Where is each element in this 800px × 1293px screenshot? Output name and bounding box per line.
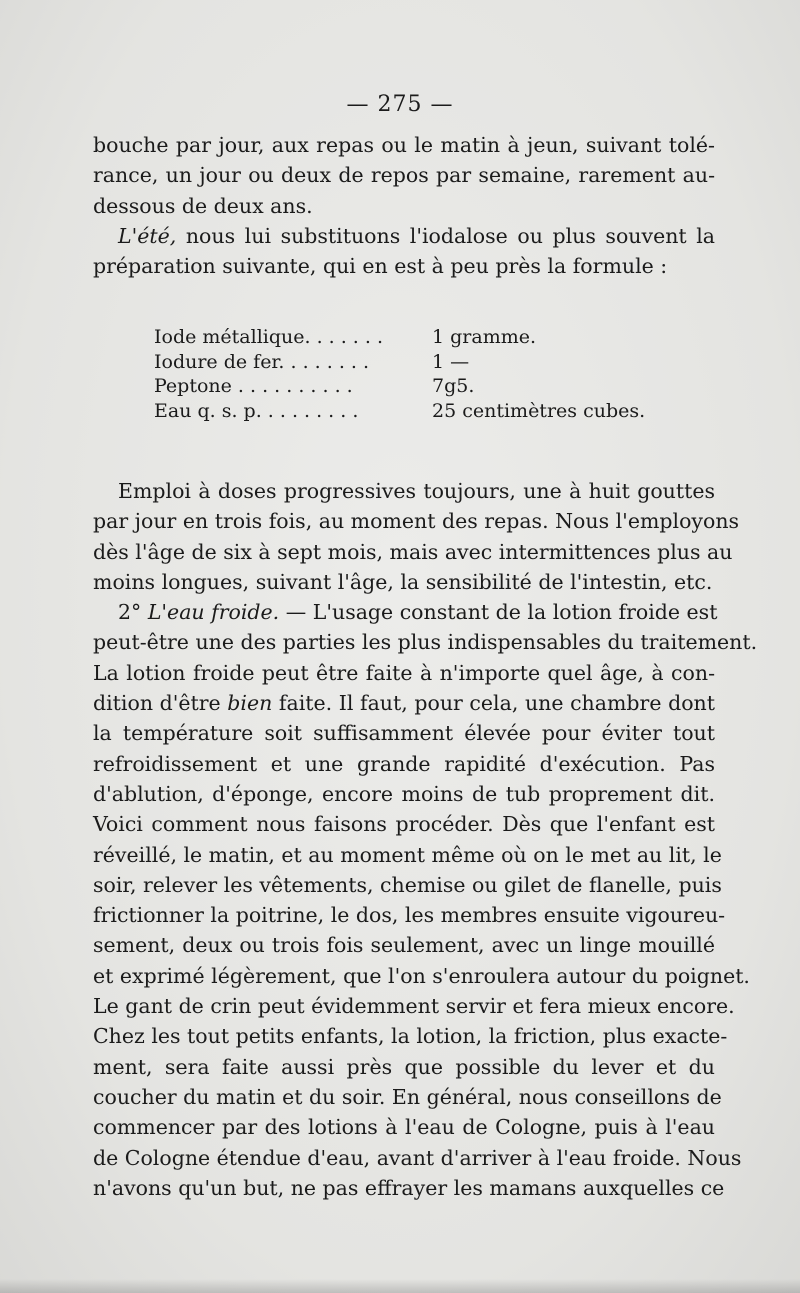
ingredient-quantity: 1 gramme. xyxy=(432,326,537,348)
text-line: peut-être une des parties les plus indispensables du traitement. xyxy=(93,630,758,655)
ingredient-name: Iode métallique. . . . . . . xyxy=(154,326,384,348)
ingredient-quantity: 25 centimètres cubes. xyxy=(432,399,646,422)
page-number: — 275 — xyxy=(346,92,454,117)
text-line: Voici comment nous faisons procéder. Dès que l'enfant est xyxy=(93,812,715,837)
text-line: Emploi à doses progressives toujours, une à huit gouttes xyxy=(118,479,715,503)
ingredient-name: Iodure de fer. . . . . . . . xyxy=(154,350,370,373)
text-line: Chez les tout petits enfants, la lotion, la friction, plus exacte- xyxy=(93,1024,728,1049)
text-line: moins longues, suivant l'âge, la sensibilité de l'intestin, etc. xyxy=(93,569,713,594)
section-heading: L'eau froide. xyxy=(147,600,280,625)
ingredient-quantity: 7g5. xyxy=(432,375,475,397)
text-line: L'été, nous lui substituons l'iodalose ou plus souvent la xyxy=(118,223,715,248)
recipe-row xyxy=(154,399,714,424)
text-line: commencer par des lotions à l'eau de Cologne, puis à l'eau xyxy=(93,1115,715,1140)
text-line: par jour en trois fois, au moment des repas. Nous l'employons xyxy=(93,509,740,534)
text-line: 2° L'eau froide. — L'usage constant de la lotion froide est xyxy=(118,600,718,625)
text-line: sement, deux ou trois fois seulement, avec un linge mouillé xyxy=(93,933,715,958)
ingredient-name: Peptone . . . . . . . . . . xyxy=(154,375,353,397)
text-line: dition d'être bien faite. Il faut, pour cela, une chambre dont xyxy=(93,691,715,716)
text-block-top xyxy=(93,130,715,281)
italic-term: L'été, xyxy=(118,223,177,248)
text-line: La lotion froide peut être faite à n'importe quel âge, à con- xyxy=(93,660,715,685)
text-line: soir, relever les vêtements, chemise ou gilet de flanelle, puis xyxy=(93,872,722,897)
text-line: refroidissement et une grande rapidité d'exécution. Pas xyxy=(93,751,715,776)
text-line: et exprimé légèrement, que l'on s'enroulera autour du poignet. xyxy=(93,963,750,988)
text-line: Le gant de crin peut évidemment servir et fera mieux encore. xyxy=(93,994,735,1019)
ingredient-quantity: 1 — xyxy=(432,350,470,373)
text-line: ment, sera faite aussi près que possible du lever et du xyxy=(93,1054,715,1079)
text-line: bouche par jour, aux repas ou le matin à jeun, suivant tolé- xyxy=(93,133,715,157)
text-line: de Cologne étendue d'eau, avant d'arriver à l'eau froide. Nous xyxy=(93,1145,742,1170)
page-bottom-edge xyxy=(0,1279,800,1293)
text-line: rance, un jour ou deux de repos par semaine, rarement au- xyxy=(93,163,715,188)
recipe-row xyxy=(154,325,714,350)
recipe-row xyxy=(154,350,714,375)
text-line: réveillé, le matin, et au moment même où on le met au lit, le xyxy=(93,842,722,867)
ingredient-name: Eau q. s. p. . . . . . . . . xyxy=(154,399,359,422)
recipe-formula xyxy=(154,325,714,423)
text-line: coucher du matin et du soir. En général, nous conseillons de xyxy=(93,1084,722,1109)
text-line: dès l'âge de six à sept mois, mais avec intermittences plus au xyxy=(93,539,733,564)
text-line: frictionner la poitrine, le dos, les membres ensuite vigoureu- xyxy=(93,903,726,928)
text-line: la température soit suffisamment élevée pour éviter tout xyxy=(93,721,715,746)
text-line: n'avons qu'un but, ne pas effrayer les mamans auxquelles ce xyxy=(93,1175,725,1200)
text-line: dessous de deux ans. xyxy=(93,193,313,218)
text-block-main xyxy=(93,476,758,1203)
recipe-row xyxy=(154,374,714,399)
text-line: d'ablution, d'éponge, encore moins de tub proprement dit. xyxy=(93,781,715,806)
italic-term: bien xyxy=(227,691,273,716)
text-line: préparation suivante, qui en est à peu près la formule : xyxy=(93,254,668,279)
